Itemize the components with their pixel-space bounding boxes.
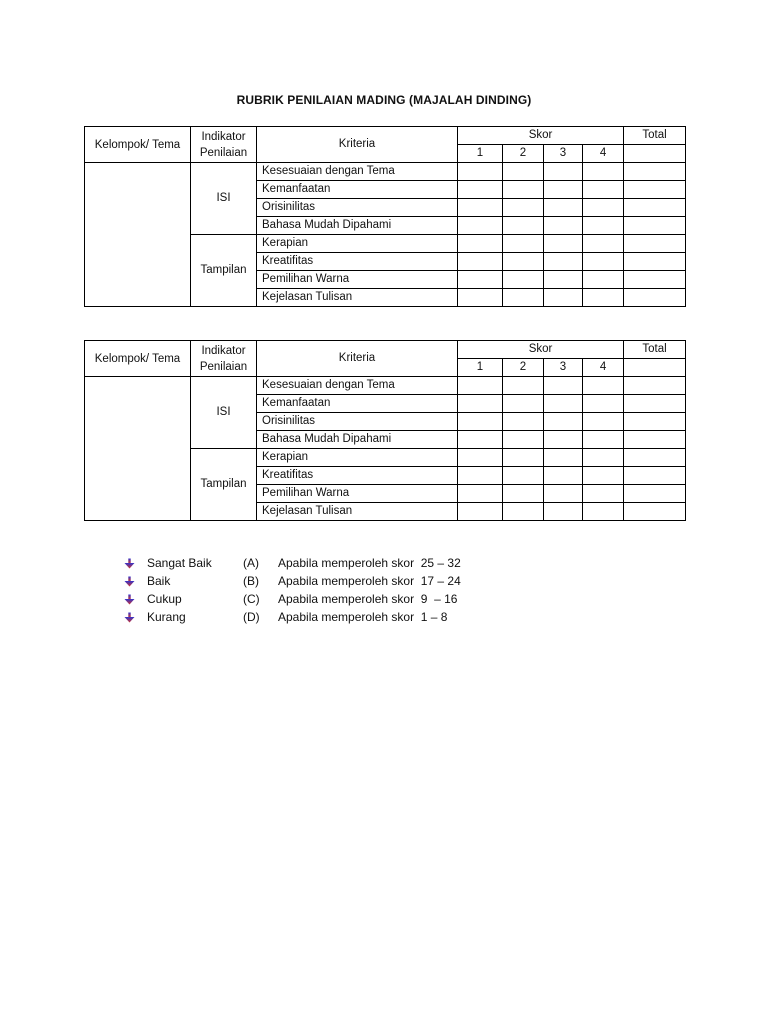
total-cell[interactable]	[624, 217, 686, 235]
criteria-cell: Bahasa Mudah Dipahami	[257, 217, 458, 235]
score-cell-2[interactable]	[503, 235, 544, 253]
legend-description: Apabila memperoleh skor 25 – 32	[278, 556, 461, 570]
score-cell-1[interactable]	[458, 503, 503, 521]
score-cell-4[interactable]	[583, 449, 624, 467]
score-cell-1[interactable]	[458, 181, 503, 199]
score-cell-3[interactable]	[544, 485, 583, 503]
score-cell-1[interactable]	[458, 235, 503, 253]
kelompok-cell[interactable]	[85, 163, 191, 307]
legend-item	[124, 554, 461, 572]
header-total-empty	[624, 145, 686, 163]
score-cell-2[interactable]	[503, 289, 544, 307]
score-cell-3[interactable]	[544, 503, 583, 521]
arrow-down-bullet-icon	[124, 558, 147, 569]
legend-item	[124, 608, 461, 626]
legend-grade: (B)	[243, 574, 259, 588]
criteria-cell: Orisinilitas	[257, 199, 458, 217]
total-cell[interactable]	[624, 467, 686, 485]
header-kriteria: Kriteria	[257, 127, 458, 163]
legend-label: Cukup	[147, 592, 182, 606]
total-cell[interactable]	[624, 271, 686, 289]
header-skor-4: 4	[583, 359, 624, 377]
indicator-isi: ISI	[191, 163, 257, 235]
arrow-down-bullet-icon	[124, 612, 147, 623]
score-cell-3[interactable]	[544, 181, 583, 199]
score-cell-2[interactable]	[503, 467, 544, 485]
criteria-cell: Kemanfaatan	[257, 181, 458, 199]
score-cell-2[interactable]	[503, 395, 544, 413]
criteria-cell: Kreatifitas	[257, 253, 458, 271]
total-cell[interactable]	[624, 235, 686, 253]
score-cell-2[interactable]	[503, 431, 544, 449]
header-skor-2: 2	[503, 145, 544, 163]
criteria-cell: Orisinilitas	[257, 413, 458, 431]
header-kelompok: Kelompok/ Tema	[85, 127, 191, 163]
legend-item	[124, 590, 461, 608]
criteria-cell: Bahasa Mudah Dipahami	[257, 431, 458, 449]
indicator-isi: ISI	[191, 377, 257, 449]
arrow-down-bullet-icon	[124, 594, 147, 605]
total-cell[interactable]	[624, 431, 686, 449]
rubric-table-1	[84, 126, 686, 307]
header-skor-1: 1	[458, 359, 503, 377]
score-cell-3[interactable]	[544, 253, 583, 271]
score-cell-3[interactable]	[544, 217, 583, 235]
score-cell-2[interactable]	[503, 163, 544, 181]
score-cell-2[interactable]	[503, 377, 544, 395]
score-cell-3[interactable]	[544, 271, 583, 289]
legend-label: Sangat Baik	[147, 556, 212, 570]
header-indikator: Indikator Penilaian	[191, 127, 257, 163]
score-cell-3[interactable]	[544, 413, 583, 431]
score-cell-3[interactable]	[544, 431, 583, 449]
header-skor-1: 1	[458, 145, 503, 163]
arrow-down-bullet-icon	[124, 576, 147, 587]
legend-item	[124, 572, 461, 590]
score-cell-1[interactable]	[458, 217, 503, 235]
score-cell-2[interactable]	[503, 181, 544, 199]
score-cell-1[interactable]	[458, 467, 503, 485]
criteria-cell: Kerapian	[257, 235, 458, 253]
score-cell-4[interactable]	[583, 217, 624, 235]
criteria-cell: Kemanfaatan	[257, 395, 458, 413]
criteria-cell: Pemilihan Warna	[257, 485, 458, 503]
score-cell-2[interactable]	[503, 503, 544, 521]
score-cell-4[interactable]	[583, 163, 624, 181]
score-cell-3[interactable]	[544, 467, 583, 485]
score-cell-1[interactable]	[458, 431, 503, 449]
header-skor: Skor	[458, 341, 624, 359]
total-cell[interactable]	[624, 253, 686, 271]
total-cell[interactable]	[624, 395, 686, 413]
criteria-cell: Kesesuaian dengan Tema	[257, 377, 458, 395]
score-cell-2[interactable]	[503, 253, 544, 271]
legend-description: Apabila memperoleh skor 9 – 16	[278, 592, 458, 606]
criteria-cell: Kejelasan Tulisan	[257, 503, 458, 521]
header-total: Total	[624, 127, 686, 145]
score-cell-2[interactable]	[503, 217, 544, 235]
header-skor-3: 3	[544, 145, 583, 163]
header-total-empty	[624, 359, 686, 377]
score-cell-3[interactable]	[544, 449, 583, 467]
score-cell-4[interactable]	[583, 181, 624, 199]
table-row	[85, 377, 686, 395]
legend-grade: (A)	[243, 556, 259, 570]
score-cell-4[interactable]	[583, 289, 624, 307]
score-cell-1[interactable]	[458, 377, 503, 395]
score-cell-2[interactable]	[503, 413, 544, 431]
score-cell-1[interactable]	[458, 253, 503, 271]
score-cell-3[interactable]	[544, 377, 583, 395]
header-skor-3: 3	[544, 359, 583, 377]
score-cell-4[interactable]	[583, 503, 624, 521]
score-cell-1[interactable]	[458, 395, 503, 413]
total-cell[interactable]	[624, 377, 686, 395]
criteria-cell: Kreatifitas	[257, 467, 458, 485]
score-cell-4[interactable]	[583, 253, 624, 271]
score-cell-3[interactable]	[544, 235, 583, 253]
score-cell-4[interactable]	[583, 377, 624, 395]
score-cell-4[interactable]	[583, 199, 624, 217]
total-cell[interactable]	[624, 449, 686, 467]
total-cell[interactable]	[624, 289, 686, 307]
score-cell-1[interactable]	[458, 289, 503, 307]
header-total: Total	[624, 341, 686, 359]
indicator-tampilan: Tampilan	[191, 449, 257, 521]
header-kriteria: Kriteria	[257, 341, 458, 377]
legend-description: Apabila memperoleh skor 17 – 24	[278, 574, 461, 588]
total-cell[interactable]	[624, 413, 686, 431]
rubric-table-2	[84, 340, 686, 521]
total-cell[interactable]	[624, 199, 686, 217]
score-cell-4[interactable]	[583, 395, 624, 413]
score-legend	[124, 554, 461, 626]
score-cell-1[interactable]	[458, 199, 503, 217]
indicator-tampilan: Tampilan	[191, 235, 257, 307]
score-cell-4[interactable]	[583, 485, 624, 503]
criteria-cell: Pemilihan Warna	[257, 271, 458, 289]
document-title: RUBRIK PENILAIAN MADING (MAJALAH DINDING)	[236, 93, 532, 107]
kelompok-cell[interactable]	[85, 377, 191, 521]
score-cell-4[interactable]	[583, 431, 624, 449]
score-cell-3[interactable]	[544, 163, 583, 181]
header-skor-2: 2	[503, 359, 544, 377]
score-cell-4[interactable]	[583, 413, 624, 431]
score-cell-1[interactable]	[458, 163, 503, 181]
score-cell-2[interactable]	[503, 271, 544, 289]
criteria-cell: Kesesuaian dengan Tema	[257, 163, 458, 181]
table-row	[85, 163, 686, 181]
score-cell-3[interactable]	[544, 289, 583, 307]
total-cell[interactable]	[624, 163, 686, 181]
score-cell-4[interactable]	[583, 235, 624, 253]
header-skor: Skor	[458, 127, 624, 145]
score-cell-4[interactable]	[583, 271, 624, 289]
score-cell-3[interactable]	[544, 199, 583, 217]
score-cell-3[interactable]	[544, 395, 583, 413]
legend-label: Kurang	[147, 610, 186, 624]
total-cell[interactable]	[624, 503, 686, 521]
legend-label: Baik	[147, 574, 171, 588]
score-cell-2[interactable]	[503, 199, 544, 217]
legend-grade: (D)	[243, 610, 260, 624]
score-cell-1[interactable]	[458, 485, 503, 503]
legend-description: Apabila memperoleh skor 1 – 8	[278, 610, 448, 624]
score-cell-2[interactable]	[503, 485, 544, 503]
score-cell-1[interactable]	[458, 413, 503, 431]
score-cell-1[interactable]	[458, 271, 503, 289]
total-cell[interactable]	[624, 485, 686, 503]
header-kelompok: Kelompok/ Tema	[85, 341, 191, 377]
legend-grade: (C)	[243, 592, 260, 606]
score-cell-1[interactable]	[458, 449, 503, 467]
score-cell-4[interactable]	[583, 467, 624, 485]
header-indikator: Indikator Penilaian	[191, 341, 257, 377]
header-skor-4: 4	[583, 145, 624, 163]
criteria-cell: Kejelasan Tulisan	[257, 289, 458, 307]
total-cell[interactable]	[624, 181, 686, 199]
criteria-cell: Kerapian	[257, 449, 458, 467]
score-cell-2[interactable]	[503, 449, 544, 467]
